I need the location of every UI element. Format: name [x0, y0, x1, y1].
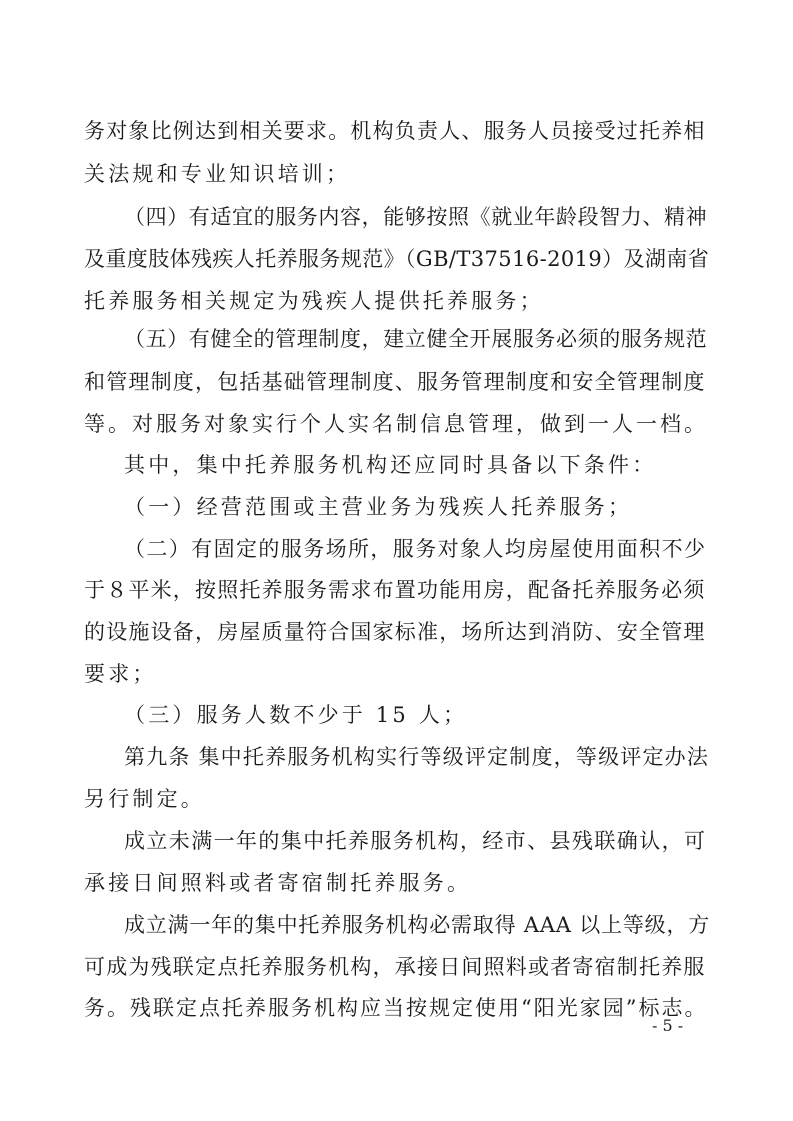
text-line: 于８平米，按照托养服务需求布置功能用房，配备托养服务必须: [84, 578, 706, 602]
text-line: 务。残联定点托养服务机构应当按规定使用“阳光家园”标志。: [84, 996, 708, 1020]
text-line: （二）有固定的服务场所，服务对象人均房屋使用面积不少: [124, 537, 707, 561]
text-line: 务对象比例达到相关要求。机构负责人、服务人员接受过托养相: [84, 119, 706, 143]
text-line: 要求；: [84, 662, 157, 686]
text-line: 承接日间照料或者寄宿制托养服务。: [84, 871, 472, 895]
text-line: 关法规和专业知识培训；: [84, 162, 351, 186]
text-line: （三）服务人数不少于 15 人；: [124, 703, 468, 727]
text-line: 成立满一年的集中托养服务机构必需取得 AAA 以上等级，方: [124, 913, 711, 937]
text-line: 第九条 集中托养服务机构实行等级评定制度，等级评定办法: [124, 745, 710, 769]
text-line: （一）经营范围或主营业务为残疾人托养服务；: [124, 495, 633, 519]
text-line: 的设施设备，房屋质量符合国家标准，场所达到消防、安全管理: [84, 620, 706, 644]
text-line: 成立未满一年的集中托养服务机构，经市、县残联确认，可: [124, 829, 707, 853]
text-line: 可成为残联定点托养服务机构，承接日间照料或者寄宿制托养服: [84, 955, 706, 979]
text-line: 其中，集中托养服务机构还应同时具备以下条件：: [124, 453, 657, 477]
text-line: 托养服务相关规定为残疾人提供托养服务；: [84, 289, 544, 313]
text-line: 和管理制度，包括基础管理制度、服务管理制度和安全管理制度: [84, 370, 706, 394]
text-line: （五）有健全的管理制度，建立健全开展服务必须的服务规范: [124, 327, 708, 351]
text-line: （四）有适宜的服务内容，能够按照《就业年龄段智力、精神: [124, 205, 708, 229]
page-number: - 5 -: [652, 1016, 684, 1035]
text-line: 另行制定。: [84, 787, 205, 811]
text-line: 等。对服务对象实行个人实名制信息管理，做到一人一档。: [84, 412, 708, 436]
text-line: 及重度肢体残疾人托养服务规范》（GB/T37516-2019）及湖南省: [84, 247, 710, 271]
